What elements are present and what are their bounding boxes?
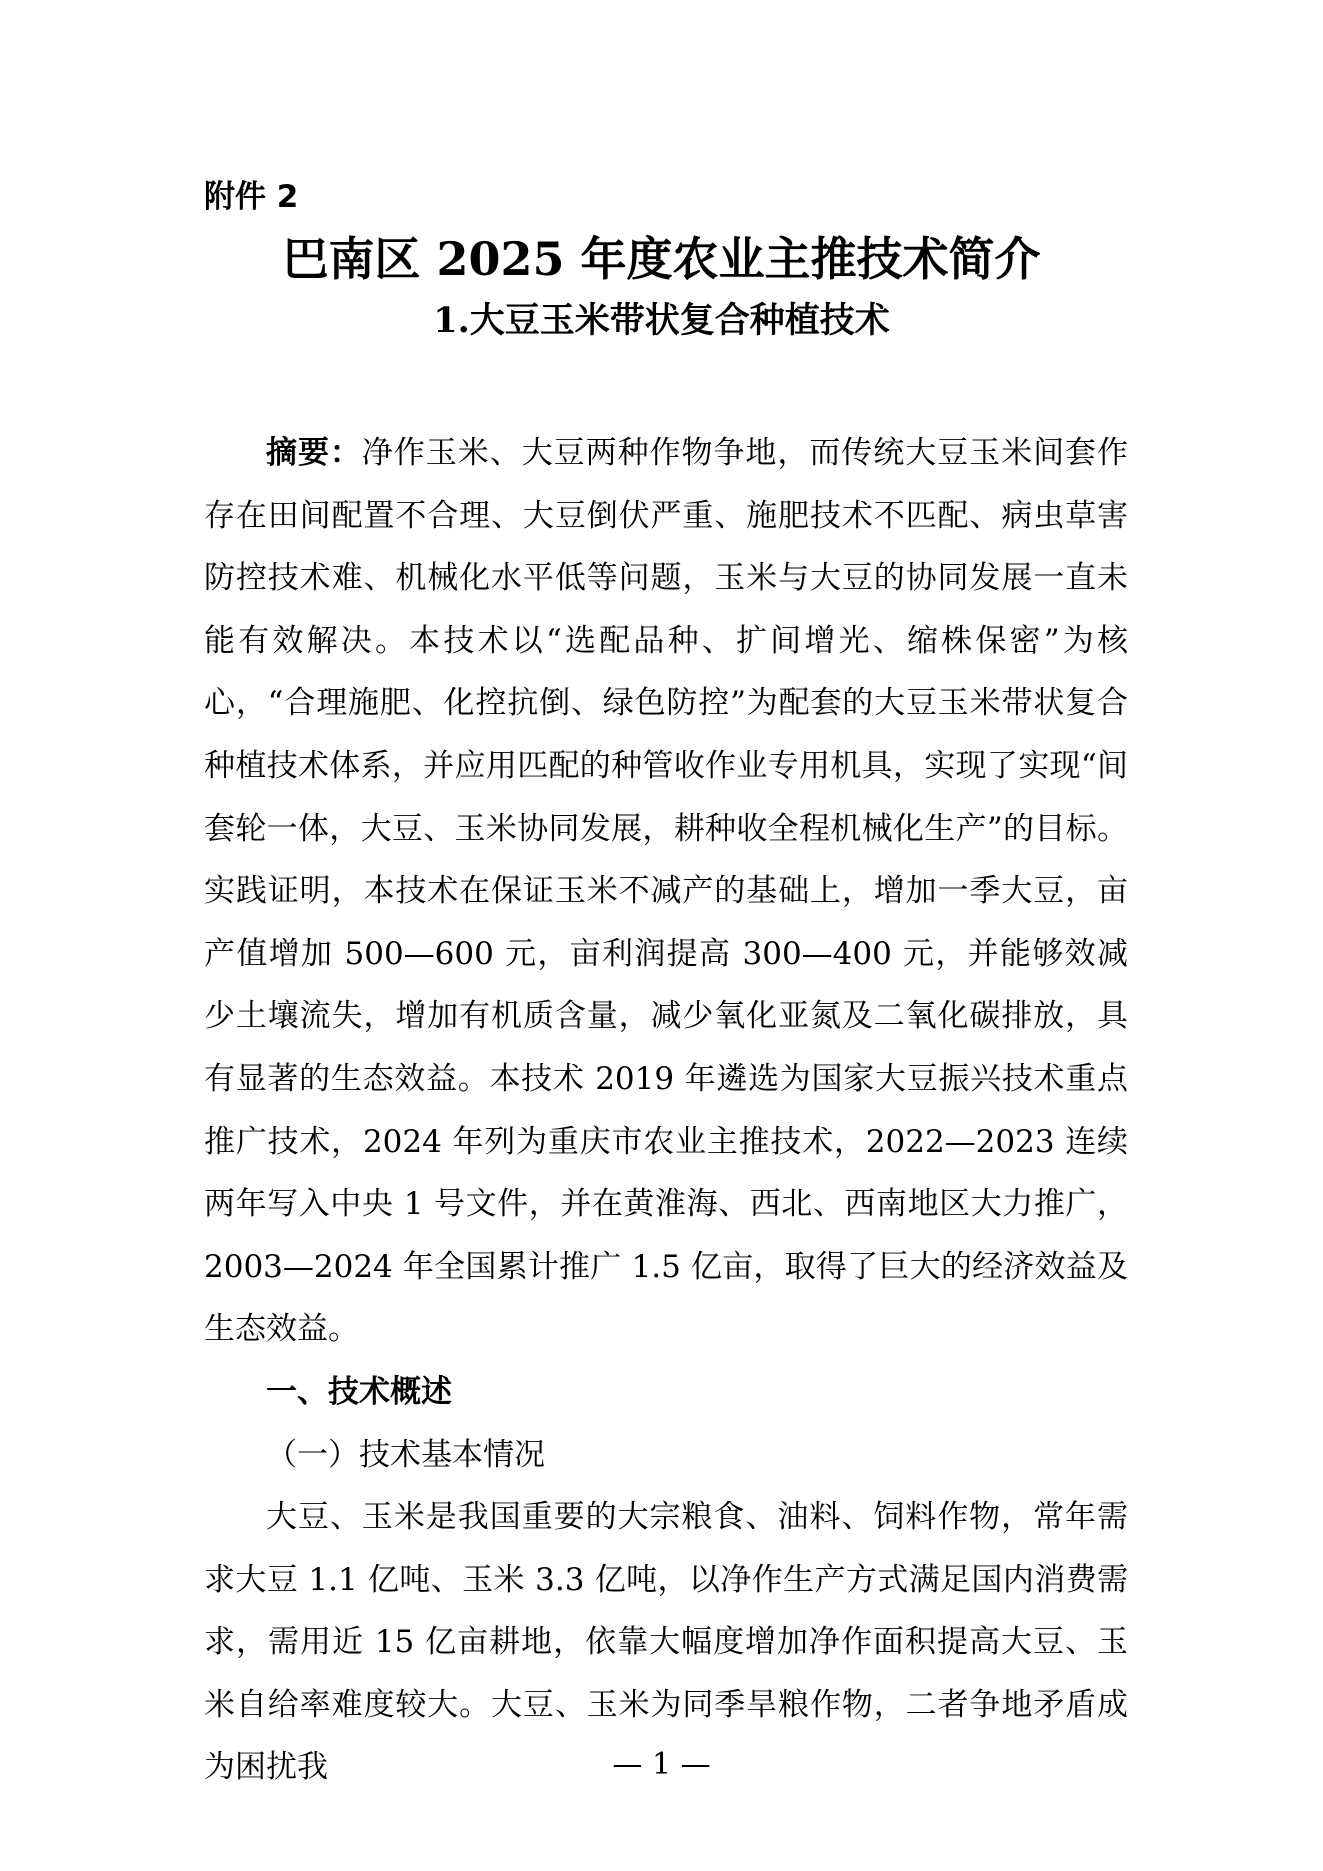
body-paragraph: 大豆、玉米是我国重要的大宗粮食、油料、饲料作物，常年需求大豆 1.1 亿吨、玉米 3.3 亿吨，以净作生产方式满足国内消费需求，需用近 15 亿亩耕地，依靠大幅度增加净作面积提高大豆、玉米自给率难度较大。大豆、玉米为同季旱粮作物，二者争地矛盾成为困扰我	[204, 1499, 1128, 1786]
subsection-heading: （一）技术基本情况	[266, 1436, 545, 1473]
abstract-text: 净作玉米、大豆两种作物争地，而传统大豆玉米间套作存在田间配置不合理、大豆倒伏严重、施肥技术不匹配、病虫草害防控技术难、机械化水平低等问题，玉米与大豆的协同发展一直未能有效解决。本技术以“选配品种、扩间增光、缩株保密”为核心，“合理施肥、化控抗倒、绿色防控”为配套的大豆玉米带状复合种植技术体系，并应用匹配的种管收作业专用机具，实现了实现“间套轮一体，大豆、玉米协同发展，耕种收全程机械化生产”的目标。实践证明，本技术在保证玉米不减产的基础上，增加一季大豆，亩产值增加 500—600 元，亩利润提高 300—400 元，并能够效减少土壤流失，增加有机质含量，减少氧化亚氮及二氧化碳排放，具有显著的生态效益。本技术 2019 年遴选为国家大豆振兴技术重点推广技术，2024 年列为重庆市农业主推技术，2022—2023 连续两年写入中央 1 号文件，并在黄淮海、西北、西南地区大力推广，2003—2024 年全国累计推广 1.5 亿亩，取得了巨大的经济效益及生态效益。	[204, 435, 1129, 1348]
abstract-label: 摘要：	[266, 435, 362, 471]
document-body	[204, 422, 1128, 1799]
section-heading: 一、技术概述	[266, 1373, 452, 1410]
document-subtitle: 1.大豆玉米带状复合种植技术	[433, 300, 890, 341]
abstract-paragraph	[204, 422, 1128, 1361]
attachment-label: 附件 2	[204, 179, 299, 215]
page-number: — 1 —	[612, 1747, 711, 1782]
document-title: 巴南区 2025 年度农业主推技术简介	[282, 232, 1041, 286]
